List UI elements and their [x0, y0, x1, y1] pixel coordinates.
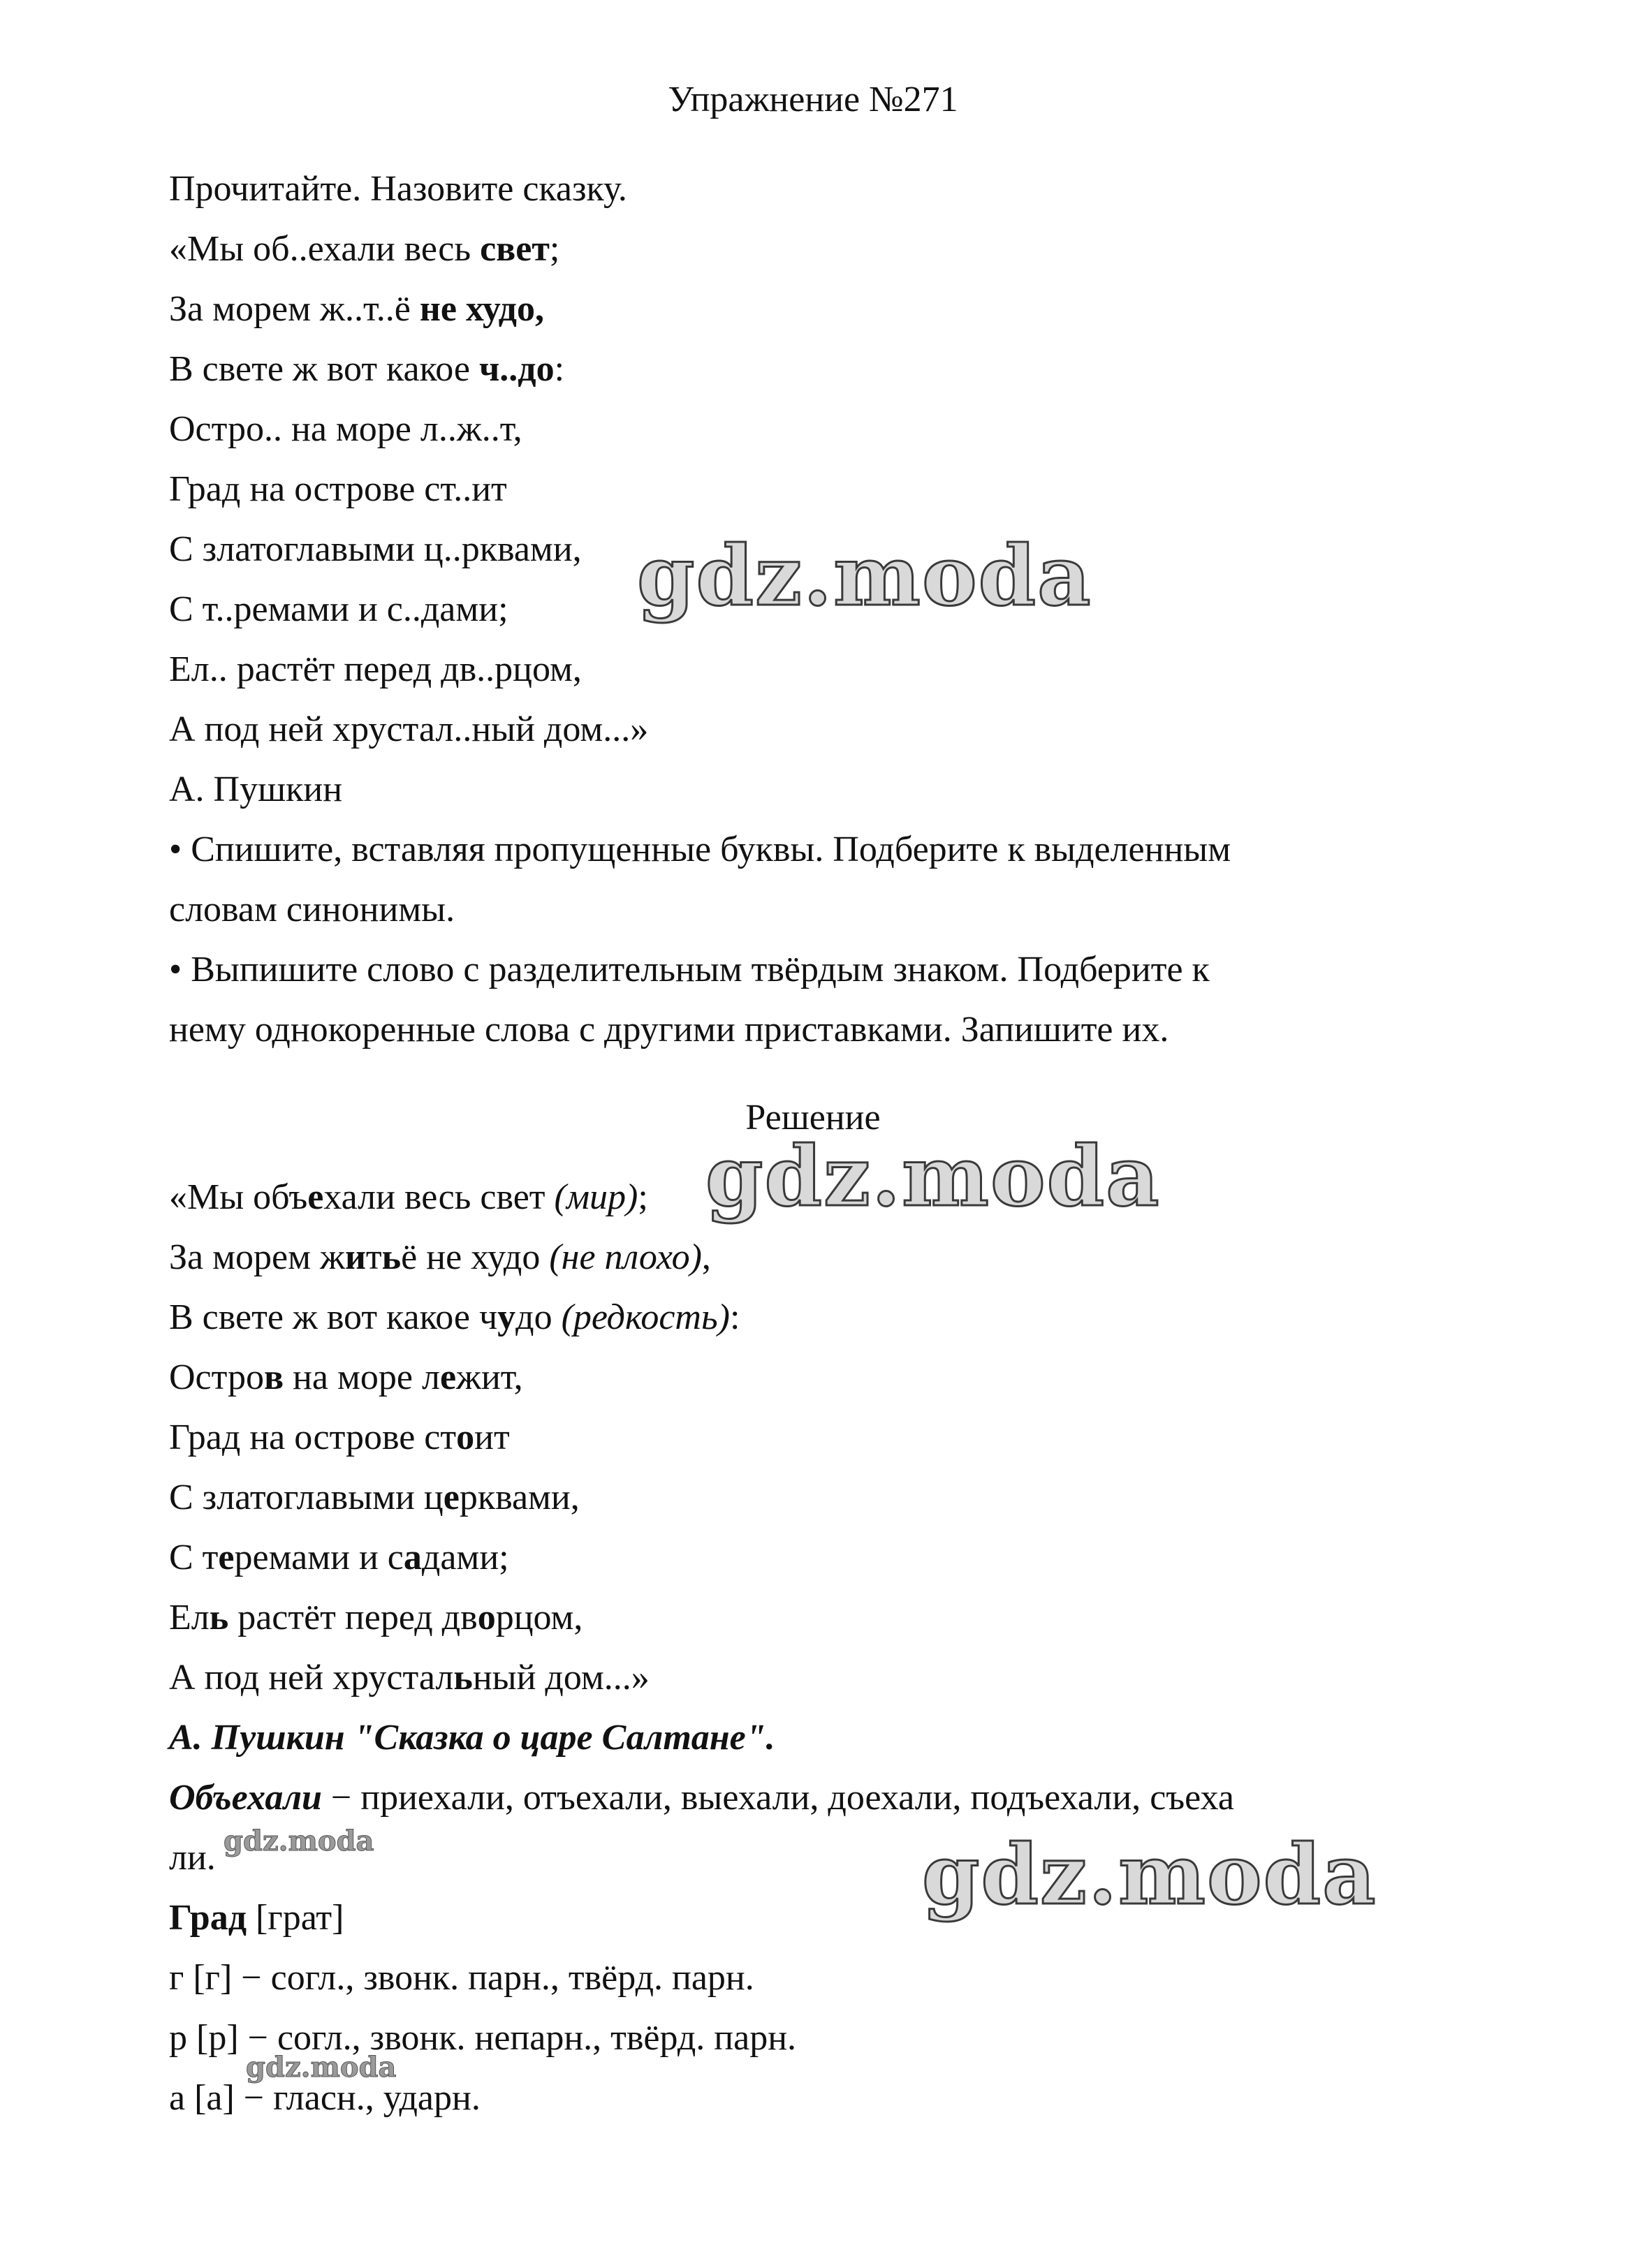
text-segment: дами; [421, 1538, 509, 1577]
text-segment: Град на острове ст..ит [169, 469, 507, 509]
text-segment: рквами, [459, 1478, 580, 1517]
task-poem-line [169, 465, 507, 514]
text-segment: е [218, 1538, 235, 1577]
text-segment: а [403, 1538, 422, 1577]
text-segment: е [307, 1177, 324, 1217]
text-segment: В свете ж вот какое ч [169, 1297, 498, 1337]
task-poem-line [169, 705, 648, 754]
phonetic-row: а [а] − гласн., ударн. [169, 2078, 481, 2118]
text-segment: на море л [284, 1357, 440, 1397]
text-segment: у [497, 1297, 516, 1337]
task-poem-line [169, 285, 544, 334]
related-words-line [169, 1774, 1234, 1822]
watermark: gdz.moda [922, 1826, 1377, 1923]
task-bullet-2-continued: нему однокоренные слова с другими приставками. Запишите их. [169, 1010, 1169, 1050]
task-bullet-1-continued: словам синонимы. [169, 890, 455, 929]
text-segment: [грат] [247, 1898, 344, 1938]
text-segment: Ел.. растёт перед дв..рцом, [169, 649, 582, 689]
text-segment: ный дом...» [472, 1658, 650, 1698]
text-segment: свет [480, 229, 550, 269]
watermark: gdz.moda [637, 527, 1092, 624]
task-poem-line [169, 405, 522, 454]
watermark-small: gdz.moda [224, 1825, 374, 1857]
phonetic-word [169, 1894, 344, 1943]
task-instruction: Прочитайте. Назовите сказку. [169, 169, 627, 209]
text-segment: «Мы об..ехали весь [169, 229, 481, 269]
text-segment: хали весь свет [323, 1177, 555, 1217]
text-segment: Остро [169, 1357, 264, 1397]
task-poem-line [169, 525, 582, 574]
text-segment: ё не худо [401, 1237, 550, 1277]
text-segment: ремами и с [234, 1538, 404, 1577]
text-segment: (редкость) [561, 1297, 730, 1337]
watermark-small: gdz.moda [246, 2051, 397, 2084]
related-words-continued: ли. [169, 1838, 216, 1878]
text-segment: (не плохо) [549, 1237, 702, 1277]
text-segment: ; [638, 1177, 648, 1217]
solution-poem-line [169, 1293, 740, 1342]
text-segment: до [515, 1297, 562, 1337]
text-segment: ь [381, 1237, 402, 1277]
solution-poem-line [169, 1654, 650, 1702]
task-poem-line [169, 225, 559, 274]
text-segment: и [344, 1237, 366, 1277]
text-segment: не худо, [419, 289, 544, 329]
solution-poem-line [169, 1533, 509, 1582]
task-poem-line [169, 345, 564, 394]
text-segment: ь [209, 1598, 229, 1637]
text-segment: (мир) [554, 1177, 638, 1217]
text-segment: В свете ж вот какое [169, 349, 479, 389]
task-bullet-2: • Выпишите слово с разделительным твёрдым знаком. Подберите к [169, 950, 1210, 989]
text-segment: С т..ремами и с..дами; [169, 589, 508, 629]
text-segment: С т [169, 1538, 219, 1577]
exercise-title: Упражнение №271 [668, 80, 958, 119]
text-segment: Объехали [169, 1778, 322, 1818]
text-segment: ь [453, 1658, 473, 1698]
text-segment: С златоглавыми ц [169, 1478, 444, 1517]
text-segment: За морем ж..т..ё [169, 289, 420, 329]
text-segment: Град на острове ст [169, 1418, 457, 1457]
task-author: А. Пушкин [169, 770, 343, 809]
text-segment: − приехали, отъехали, выехали, доехали, подъехали, съеха [321, 1778, 1234, 1818]
phonetic-row: р [р] − согл., звонк. непарн., твёрд. парн. [169, 2018, 797, 2058]
text-segment: ; [549, 229, 560, 269]
text-segment: С златоглавыми ц..рквами, [169, 529, 582, 569]
text-segment: : [554, 349, 565, 389]
solution-poem-line [169, 1593, 583, 1642]
text-segment: о [477, 1598, 496, 1637]
task-poem-line [169, 645, 582, 694]
text-segment: «Мы объ [169, 1177, 308, 1217]
task-poem-line [169, 585, 508, 634]
solution-poem-line [169, 1473, 580, 1522]
text-segment: ч..до [478, 349, 555, 389]
solution-poem-line [169, 1413, 510, 1462]
text-segment: А под ней хрустал [169, 1658, 454, 1698]
phonetic-row: г [г] − согл., звонк. парн., твёрд. парн. [169, 1958, 754, 1998]
text-segment: За морем ж [169, 1237, 345, 1277]
text-segment: рцом, [495, 1598, 583, 1637]
text-segment: т [365, 1237, 382, 1277]
text-segment: , [701, 1237, 711, 1277]
text-segment: Град [169, 1898, 247, 1938]
solution-poem-line [169, 1233, 711, 1282]
text-segment: ит [474, 1418, 510, 1457]
text-segment: : [729, 1297, 740, 1337]
text-segment: о [456, 1418, 475, 1457]
text-segment: растёт перед дв [228, 1598, 478, 1637]
solution-title: Решение [745, 1098, 881, 1137]
solution-poem-line [169, 1353, 523, 1402]
watermark: gdz.moda [705, 1128, 1161, 1225]
solution-source: А. Пушкин "Сказка о царе Салтане". [169, 1718, 775, 1758]
text-segment: е [443, 1478, 460, 1517]
text-segment: жит, [456, 1357, 523, 1397]
text-segment: Остро.. на море л..ж..т, [169, 409, 522, 449]
task-bullet-1: • Спишите, вставляя пропущенные буквы. Подберите к выделенным [169, 830, 1231, 869]
text-segment: Ел [169, 1598, 210, 1637]
text-segment: в [264, 1357, 284, 1397]
text-segment: А под ней хрустал..ный дом...» [169, 709, 649, 749]
text-segment: е [439, 1357, 457, 1397]
solution-poem-line [169, 1173, 648, 1222]
